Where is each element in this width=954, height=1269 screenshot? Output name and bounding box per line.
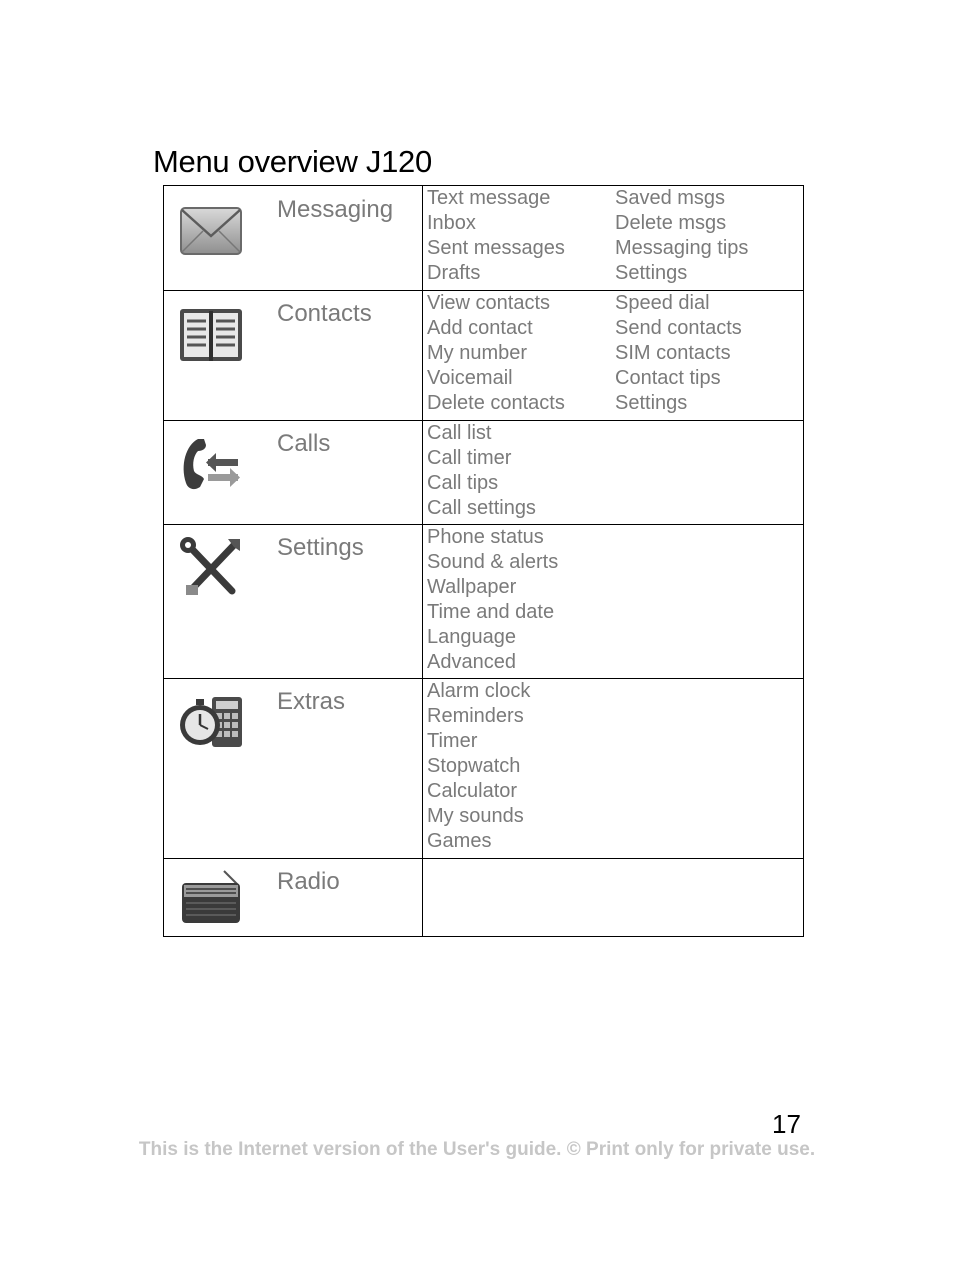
menu-items-cell [423, 679, 804, 859]
phone-handset-icon [176, 431, 246, 501]
menu-item: Sent messages [427, 237, 565, 259]
menu-item: Stopwatch [427, 755, 521, 777]
menu-item: Alarm clock [427, 680, 531, 702]
menu-overview-table [163, 185, 804, 937]
menu-label-cell [164, 859, 423, 937]
menu-label-contacts: Contacts [277, 300, 372, 327]
menu-item: Delete contacts [427, 392, 565, 414]
menu-label-settings: Settings [277, 534, 364, 561]
page-number: 17 [772, 1109, 801, 1139]
menu-item: Call list [427, 422, 492, 444]
menu-item: Call tips [427, 472, 499, 494]
menu-item: Timer [427, 730, 478, 752]
menu-row-messaging [164, 186, 804, 291]
menu-item: Voicemail [427, 367, 513, 389]
menu-label-extras: Extras [277, 688, 346, 715]
menu-label-messaging: Messaging [277, 196, 394, 223]
menu-item: Calculator [427, 780, 518, 802]
menu-label-cell [164, 679, 423, 859]
menu-item: Call settings [427, 497, 536, 519]
menu-label-radio: Radio [277, 868, 340, 895]
menu-items-cell [423, 421, 804, 525]
menu-label-cell [164, 291, 423, 421]
menu-item: Language [427, 626, 516, 648]
menu-item: Time and date [427, 601, 555, 623]
menu-item: Settings [615, 392, 688, 414]
menu-item: Speed dial [615, 292, 710, 314]
menu-item: Settings [615, 262, 688, 284]
menu-item: Reminders [427, 705, 524, 727]
menu-item: Phone status [427, 526, 544, 548]
items-column [427, 291, 615, 416]
menu-item: My number [427, 342, 528, 364]
menu-item: Games [427, 830, 492, 852]
menu-item: Inbox [427, 212, 476, 234]
menu-item: Delete msgs [615, 212, 727, 234]
menu-item: Send contacts [615, 317, 742, 339]
menu-row-settings [164, 525, 804, 679]
menu-item: Messaging tips [615, 237, 749, 259]
menu-item: Sound & alerts [427, 551, 559, 573]
items-column [427, 525, 617, 675]
menu-item: SIM contacts [615, 342, 731, 364]
items-column [615, 186, 803, 286]
menu-item: My sounds [427, 805, 524, 827]
footer-note: This is the Internet version of the User's guide. © Print only for private use. [138, 1139, 816, 1160]
menu-item: View contacts [427, 292, 551, 314]
menu-items-cell [423, 291, 804, 421]
items-column [427, 421, 617, 521]
menu-item: Advanced [427, 651, 516, 673]
menu-items-cell [423, 186, 804, 291]
items-column [615, 291, 803, 416]
envelope-icon [176, 198, 246, 268]
menu-item: Call timer [427, 447, 512, 469]
menu-item: Wallpaper [427, 576, 517, 598]
menu-label-cell [164, 421, 423, 525]
menu-item: Contact tips [615, 367, 721, 389]
menu-row-contacts [164, 291, 804, 421]
radio-icon [176, 865, 246, 935]
address-book-icon [176, 301, 246, 371]
menu-item: Drafts [427, 262, 481, 284]
menu-row-calls [164, 421, 804, 525]
page-title: Menu overview J120 [153, 144, 432, 179]
menu-label-calls: Calls [277, 430, 331, 457]
menu-items-cell [423, 859, 804, 937]
menu-label-cell [164, 186, 423, 291]
items-column [427, 679, 617, 854]
items-column [427, 186, 615, 286]
menu-item: Text message [427, 187, 551, 209]
menu-row-extras [164, 679, 804, 859]
menu-items-cell [423, 525, 804, 679]
menu-item: Saved msgs [615, 187, 726, 209]
stopwatch-calculator-icon [176, 687, 246, 757]
tools-icon [176, 533, 246, 603]
menu-label-cell [164, 525, 423, 679]
menu-row-radio [164, 859, 804, 937]
menu-item: Add contact [427, 317, 533, 339]
